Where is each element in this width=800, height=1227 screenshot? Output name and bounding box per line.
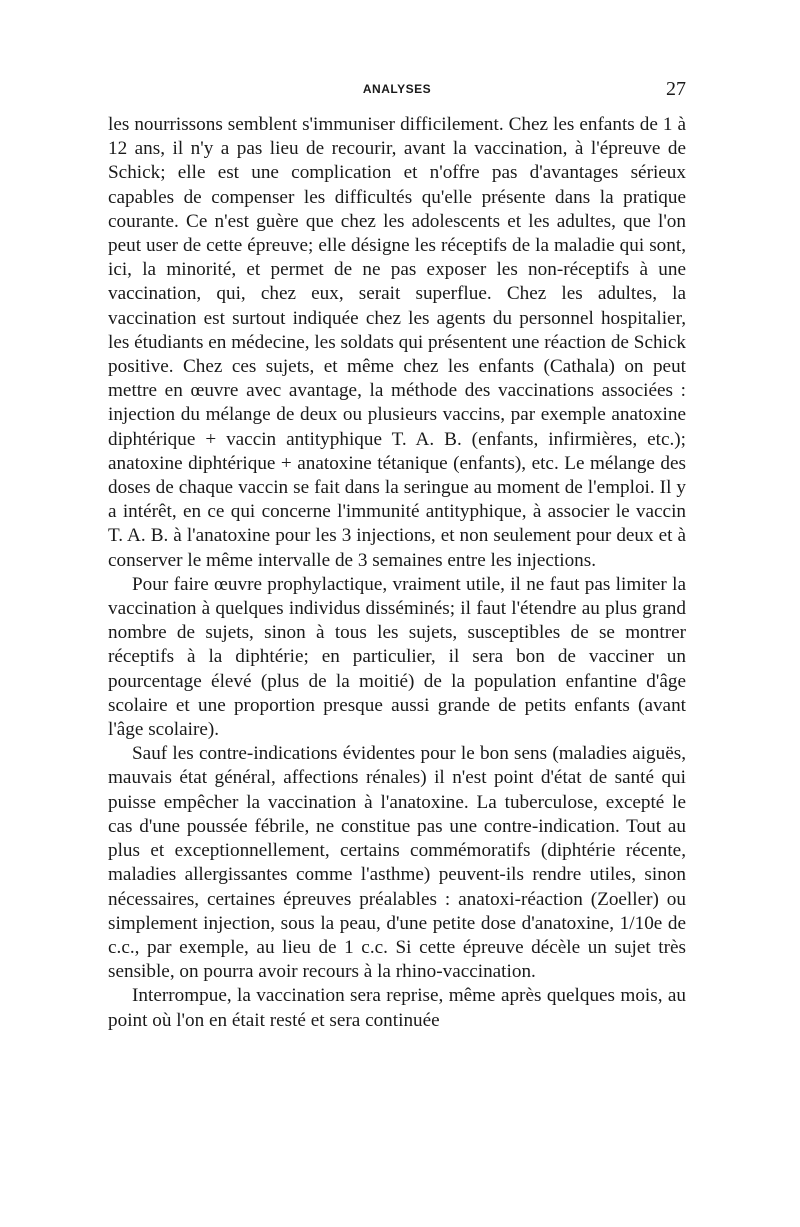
paragraph-1: les nourrissons semblent s'immuniser difficilement. Chez les enfants de 1 à 12 ans, il n'y a pas lieu de recourir, avant la vaccination, à l'épreuve de Schick; elle est une complication et n'offre pas d'avantages sérieux capables de compenser les difficultés qu'elle présente dans la pratique courante. Ce n'est guère que chez les adolescents et les adultes, que l'on peut user de cette épreuve; elle désigne les réceptifs de la maladie qui sont, ici, la minorité, et permet de ne pas exposer les non-réceptifs à une vaccination, qui, chez eux, serait superflue. Chez les adultes, la vaccination est surtout indiquée chez les agents du personnel hospitalier, les étudiants en médecine, les soldats qui présentent une réaction de Schick positive. Chez ces sujets, et même chez les enfants (Cathala) on peut mettre en œuvre avec avantage, la méthode des vaccinations associées : injection du mélange de deux ou plusieurs vaccins, par exemple anatoxine diphtérique + vaccin antityphique T. A. B. (enfants, infirmières, etc.); anatoxine diphtérique + anatoxine tétanique (enfants), etc. Le mélange des doses de chaque vaccin se fait dans la seringue au moment de l'emploi. Il y a intérêt, en ce qui concerne l'immunité antityphique, à associer le vaccin T. A. B. à l'anatoxine pour les 3 injections, et non seulement pour deux et à conserver le même intervalle de 3 semaines entre les injections. — [108, 114, 686, 571]
page-number: 27 — [666, 78, 686, 100]
running-title: ANALYSES — [362, 82, 432, 96]
body-text — [108, 113, 686, 1033]
paragraph-3: Sauf les contre-indications évidentes pour le bon sens (maladies aiguës, mauvais état général, affections rénales) il n'est point d'état de santé qui puisse empêcher la vaccination à l'anatoxine. La tuberculose, excepté le cas d'une poussée fébrile, ne constitue pas une contre-indication. Tout au plus et exceptionnellement, certains commémoratifs (diphtérie récente, maladies allergissantes comme l'asthme) peuvent-ils rendre utiles, sinon nécessaires, certaines épreuves préalables : anatoxi-réaction (Zoeller) ou simplement injection, sous la peau, d'une petite dose d'anatoxine, 1/10e de c.c., par exemple, au lieu de 1 c.c. Si cette épreuve décèle un sujet très sensible, on pourra avoir recours à la rhino-vaccination. — [108, 743, 686, 983]
running-head — [108, 78, 686, 102]
paragraph-2: Pour faire œuvre prophylactique, vraiment utile, il ne faut pas limiter la vaccination à quelques individus disséminés; il faut l'étendre au plus grand nombre de sujets, sinon à tous les sujets, susceptibles de se montrer réceptifs à la diphtérie; en particulier, il sera bon de vacciner un pourcentage élevé (plus de la moitié) de la population enfantine d'âge scolaire et une proportion presque aussi grande de petits enfants (avant l'âge scolaire). — [108, 573, 686, 741]
paragraph-4: Interrompue, la vaccination sera reprise, même après quelques mois, au point où l'on en était resté et sera continuée — [108, 985, 686, 1031]
